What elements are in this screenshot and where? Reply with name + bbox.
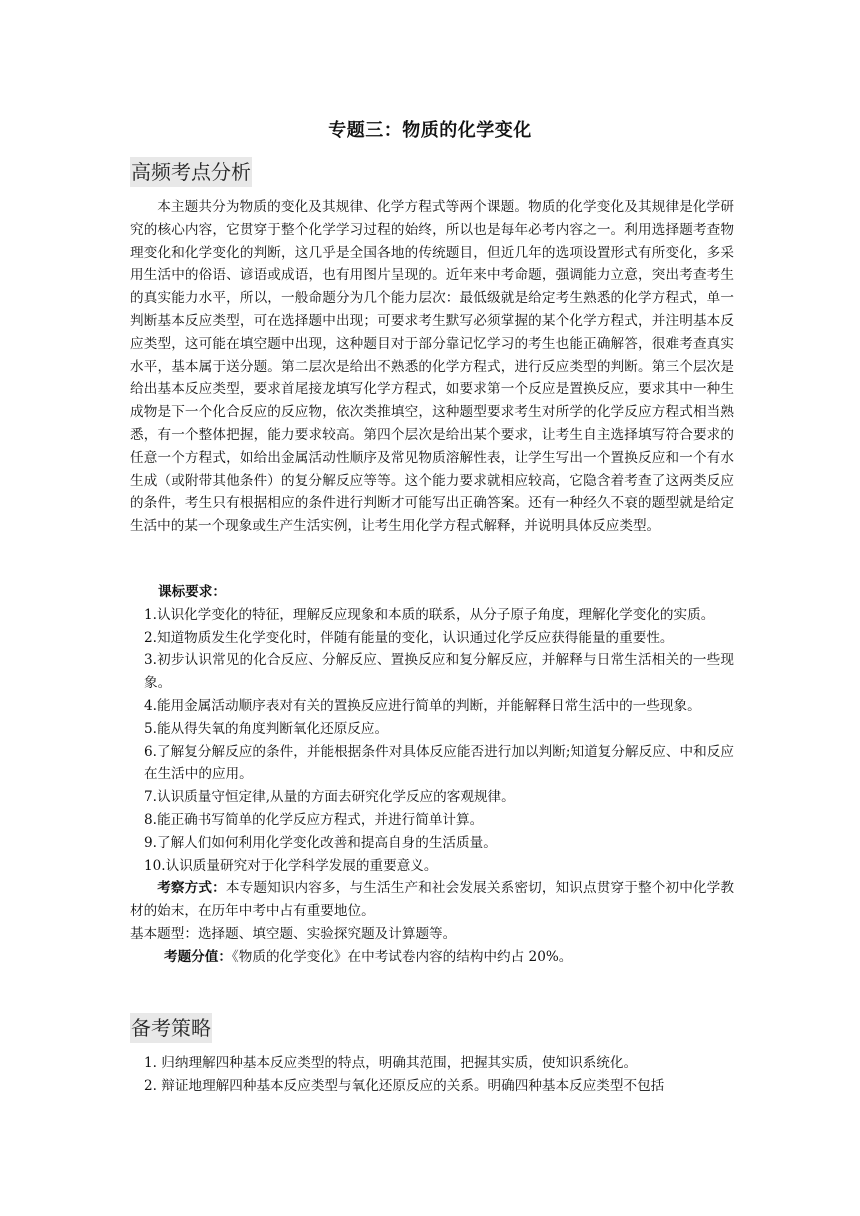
score-text: 《物质的化学变化》在中考试卷内容的结构中约占 20%。: [231, 948, 573, 965]
requirement-item: 9.了解人们如何利用化学变化改善和提高自身的生活质量。: [144, 834, 497, 851]
analysis-body: [130, 196, 734, 538]
requirements-label: 课标要求：: [158, 584, 226, 600]
exam-method-label: 考察方式：: [157, 880, 226, 897]
strategy-item: 1. 归纳理解四种基本反应类型的特点，明确其范围，把握其实质，使知识系统化。: [144, 1055, 638, 1071]
requirement-item: 1.认识化学变化的特征，理解反应现象和本质的联系，从分子原子角度，理解化学变化的实质。: [144, 606, 715, 623]
requirements-block: [130, 581, 734, 969]
exam-method-text: 本专题知识内容多，与生活生产和社会发展关系密切，知识点贯穿于整个初中化学教材的始末，在历年中考中占有重要地位。: [130, 880, 734, 920]
requirement-item: 3.初步认识常见的化合反应、分解反应、置换反应和复分解反应，并解释与日常生活相关的一些现象。: [144, 652, 734, 692]
basic-types: 基本题型：选择题、填空题、实验探究题及计算题等。: [130, 925, 457, 942]
exam-method-paragraph: [130, 877, 734, 923]
section-heading-strategy: 备考策略: [130, 1013, 212, 1043]
score-paragraph: [130, 946, 734, 969]
requirement-item: 6.了解复分解反应的条件，并能根据条件对具体反应能否进行加以判断;知道复分解反应、中和反应在生活中的应用。: [144, 743, 734, 783]
page-title: 专题三：物质的化学变化: [328, 120, 532, 141]
section-heading-analysis: 高频考点分析: [130, 157, 252, 187]
intro-paragraph: 本主题共分为物质的变化及其规律、化学方程式等两个课题。物质的化学变化及其规律是化学研究的核心内容，它贯穿于整个化学学习过程的始终，所以也是每年必考内容之一。利用选择题考查物理变化和化学变化的判断，这几乎是全国各地的传统题目，但近几年的选项设置形式有所变化，多采用生活中的俗语、谚语或成语，也有用图片呈现的。近年来中考命题，强调能力立意，突出考查考生的真实能力水平，所以，一般命题分为几个能力层次：最低级就是给定考生熟悉的化学方程式，单一判断基本反应类型，可在选择题中出现；可要求考生默写必须掌握的某个化学方程式，并注明基本反应类型，这可能在填空题中出现，这种题目对于部分靠记忆学习的考生也能正确解答，很难考查真实水平，基本属于送分题。第二层次是给出不熟悉的化学方程式，进行反应类型的判断。第三个层次是给出基本反应类型，要求首尾接龙填写化学方程式，如要求第一个反应是置换反应，要求其中一种生成物是下一个化合反应的反应物，依次类推填空，这种题型要求考生对所学的化学反应方程式相当熟悉，有一个整体把握，能力要求较高。第四个层次是给出某个要求，让考生自主选择填写符合要求的任意一个方程式，如给出金属活动性顺序及常见物质溶解性表，让学生写出一个置换反应和一个有水生成（或附带其他条件）的复分解反应等等。这个能力要求就相应较高，它隐含着考查了这两类反应的条件，考生只有根据相应的条件进行判断才可能写出正确答案。还有一种经久不衰的题型就是给定生活中的某一个现象或生产生活实例，让考生用化学方程式解释，并说明具体反应类型。: [130, 199, 734, 535]
score-label: 考题分值：: [164, 948, 232, 965]
requirement-item: 4.能用金属活动顺序表对有关的置换反应进行简单的判断，并能解释日常生活中的一些现象。: [144, 697, 701, 714]
requirement-item: 8.能正确书写简单的化学反应方程式，并进行简单计算。: [144, 811, 484, 828]
strategy-item: 2. 辩证地理解四种基本反应类型与氧化还原反应的关系。明确四种基本反应类型不包括: [144, 1077, 665, 1094]
requirement-item: 2.知道物质发生化学变化时，伴随有能量的变化，认识通过化学反应获得能量的重要性。: [144, 629, 674, 646]
strategy-list: [130, 1052, 734, 1098]
requirement-item: 5.能从得失氧的角度判断氧化还原反应。: [144, 720, 389, 737]
requirement-item: 10.认识质量研究对于化学科学发展的重要意义。: [144, 857, 438, 874]
requirement-item: 7.认识质量守恒定律,从量的方面去研究化学反应的客观规律。: [144, 789, 515, 806]
